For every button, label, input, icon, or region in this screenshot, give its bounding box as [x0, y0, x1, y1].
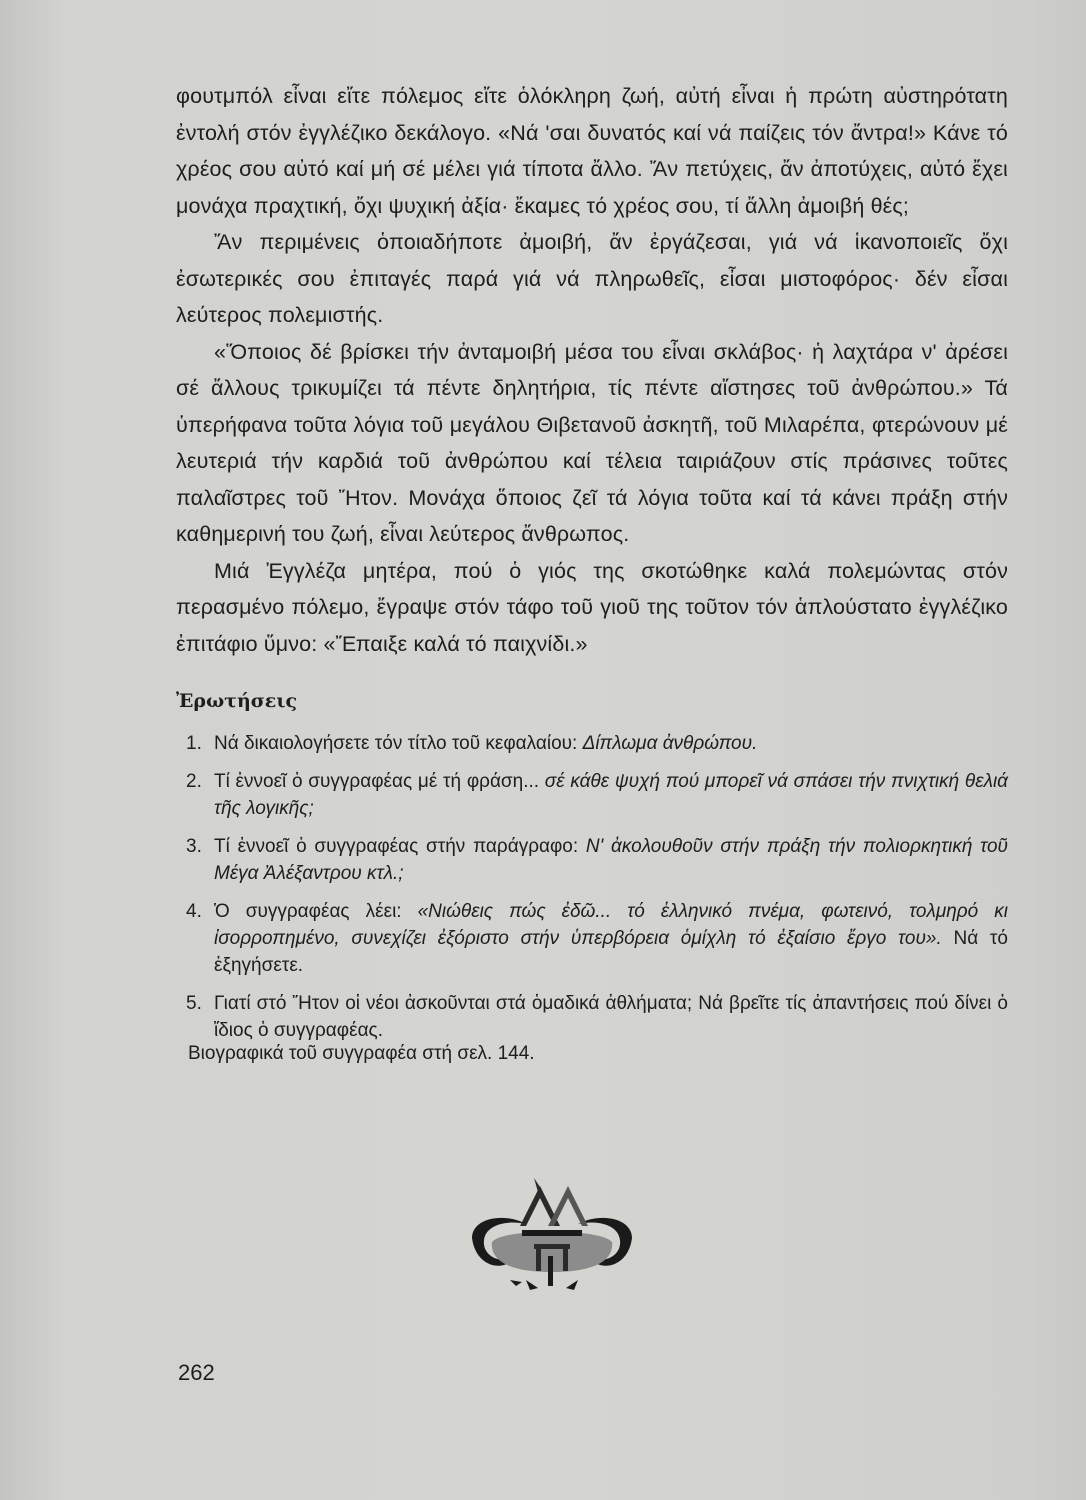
question-lead: Νά δικαιολογήσετε τόν τίτλο τοῦ κεφαλαίου: — [214, 733, 583, 754]
question-lead: Τί ἐννοεῖ ὁ συγγραφέας μέ τή φράση... — [214, 771, 545, 792]
question-text — [214, 898, 1008, 979]
question-lead: Γιατί στό Ἤτον οἱ νέοι ἀσκοῦνται στά ὁμαδικά ἀθλήματα; Νά βρεῖτε τίς ἀπαντήσεις πού δίνει ὁ ἴδιος ὁ συγγραφέας. — [214, 993, 1008, 1041]
body-paragraph-1: φουτμπόλ εἶναι εἴτε πόλεμος εἴτε ὁλόκληρη ζωή, αὐτή εἶναι ἡ πρώτη αὐστηρότατη ἐντολή στόν ἐγγλέζικο δεκάλογο. «Νά 'σαι δυνατός καί νά παίζεις τόν ἄντρα!» Κάνε τό χρέος σου αὐτό καί μή σέ μέλει γιά τίποτα ἄλλο. Ἄν πετύχεις, ἄν ἀποτύχεις, αὐτό ἔχει μονάχα πραχτική, ὄχι ψυχική ἀξία· ἔκαμες τό χρέος σου, τί ἄλλη ἀμοιβή θές; — [176, 84, 1008, 218]
question-tail: Νά τό ἐξηγήσετε. — [214, 928, 1008, 976]
page-number: 262 — [178, 1360, 215, 1385]
questions-heading: Ἐρωτήσεις — [176, 690, 298, 712]
question-item — [176, 990, 1008, 1044]
question-number: 3. — [186, 836, 202, 857]
greek-ornament-icon — [464, 1168, 640, 1308]
question-quote: Δίπλωμα ἀνθρώπου. — [582, 733, 758, 754]
question-text — [214, 730, 1008, 757]
questions-list — [176, 730, 1008, 1055]
question-text — [214, 833, 1008, 887]
question-text — [214, 990, 1008, 1044]
question-number: 5. — [186, 993, 202, 1014]
biography-note: Βιογραφικά τοῦ συγγραφέα στή σελ. 144. — [188, 1043, 535, 1064]
question-item — [176, 730, 1008, 757]
question-item — [176, 833, 1008, 887]
question-quote: «Νιώθεις πώς ἐδῶ... τό ἑλληνικό πνέμα, φωτεινό, τολμηρό κι ἰσορροπημένο, συνεχίζει ἐξόριστο στήν ὑπερβόρεια ὁμίχλη τό ἐξαίσιο ἔργο του». — [214, 901, 1008, 949]
question-lead: Ὁ συγγραφέας λέει: — [214, 901, 418, 922]
question-item — [176, 898, 1008, 979]
question-lead: Τί ἐννοεῖ ὁ συγγραφέας στήν παράγραφο: — [214, 836, 586, 857]
question-quote: Ν' ἀκολουθοῦν στήν πράξη τήν πολιορκητική τοῦ Μέγα Ἀλέξαντρου κτλ.; — [214, 836, 1009, 884]
body-paragraph-4: Μιά Ἐγγλέζα μητέρα, πού ὁ γιός της σκοτώθηκε καλά πολεμώντας στόν περασμένο πόλεμο, ἔγραψε στόν τάφο τοῦ γιοῦ της τοῦτον τόν ἁπλούστατο ἐγγλέζικο ἐπιτάφιο ὕμνο: «Ἔπαιξε καλά τό παιχνίδι.» — [176, 558, 1008, 656]
question-quote: σέ κάθε ψυχή πού μπορεῖ νά σπάσει τήν πνιχτική θελιά τῆς λογικῆς; — [214, 771, 1008, 819]
question-number: 2. — [186, 771, 202, 792]
question-number: 4. — [186, 901, 202, 922]
body-paragraph-2: Ἄν περιμένεις ὁποιαδήποτε ἀμοιβή, ἄν ἐργάζεσαι, γιά νά ἱκανοποιεῖς ὄχι ἐσωτερικές σου ἐπιταγές παρά γιά νά πληρωθεῖς, εἶσαι μιστοφόρος· δέν εἶσαι λεύτερος πολεμιστής. — [176, 230, 1008, 327]
question-number: 1. — [186, 733, 202, 754]
body-text — [176, 78, 1008, 662]
question-item — [176, 768, 1008, 822]
body-paragraph-3: «Ὅποιος δέ βρίσκει τήν ἀνταμοιβή μέσα του εἶναι σκλάβος· ἡ λαχτάρα ν' ἀρέσει σέ ἄλλους τρικυμίζει τά πέντε δηλητήρια, τίς πέντε αἴστησες τοῦ ἀνθρώπου.» Τά ὑπερήφανα τοῦτα λόγια τοῦ μεγάλου Θιβετανοῦ ἀσκητῆ, τοῦ Μιλαρέπα, φτερώνουν μέ λευτεριά τήν καρδιά τοῦ ἀνθρώπου καί τέλεια ταιριάζουν στίς πράσινες τοῦτες παλαῖστρες τοῦ Ἤτον. Μονάχα ὅποιος ζεῖ τά λόγια τοῦτα καί τά κάνει πράξη στήν καθημερινή του ζωή, εἶναι λεύτερος ἄνθρωπος. — [176, 339, 1008, 546]
question-text — [214, 768, 1008, 822]
